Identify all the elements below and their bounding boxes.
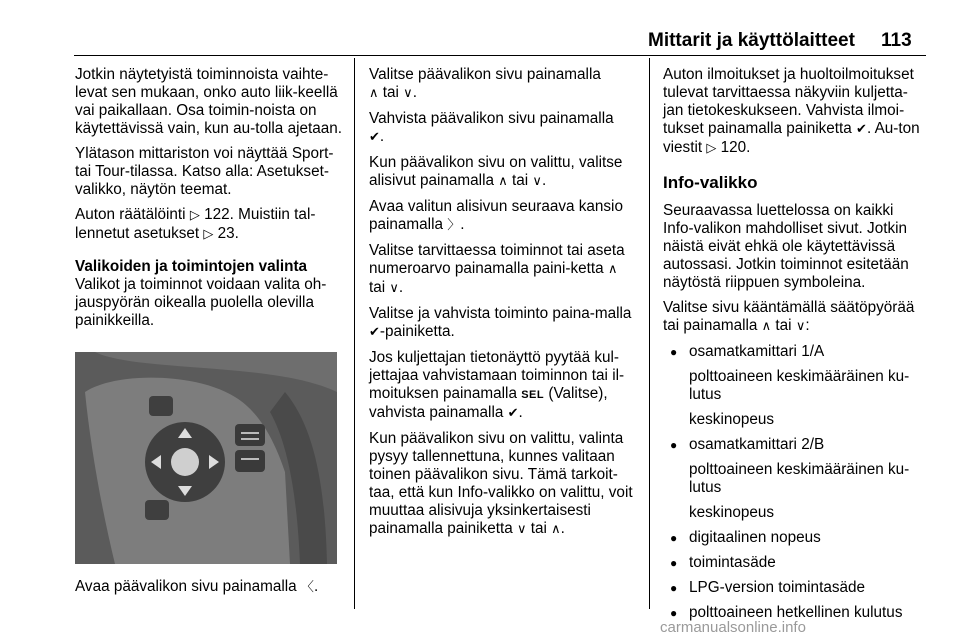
list-subitem: keskinopeus bbox=[689, 504, 775, 521]
arrow-up-icon: ∧ bbox=[369, 86, 379, 101]
column-divider-1 bbox=[354, 58, 355, 609]
list-item: ● polttoaineen hetkellinen kulutus bbox=[663, 604, 928, 622]
checkmark-icon: ✔ bbox=[369, 130, 380, 145]
steering-wheel-illustration bbox=[75, 352, 337, 564]
paragraph: Avaa valitun alisivun seuraava kansio painamalla 〉. bbox=[369, 198, 623, 233]
paragraph: Valitse ja vahvista toiminto paina-malla ✔-painiketta. bbox=[369, 305, 632, 340]
paragraph: Ylätason mittariston voi näyttää Sport- tai Tour-tilassa. Katso alla: Asetukset-valikko, näytön teemat. bbox=[75, 145, 334, 198]
paragraph: Jos kuljettajan tietonäyttö pyytää kul-jettajaa vahvistamaan toiminnon tai il-moituksen painamalla SEL (Valitse), vahvista painamalla ✔. bbox=[369, 349, 625, 421]
arrow-down-icon: ∨ bbox=[532, 174, 542, 189]
checkmark-icon: ✔ bbox=[856, 122, 867, 137]
reference-arrow-icon: ▷ bbox=[706, 141, 717, 156]
column-divider-2 bbox=[649, 58, 650, 609]
list-item: ● toimintasäde bbox=[663, 554, 928, 572]
subheading: Valikoiden ja toimintojen valinta bbox=[75, 258, 308, 275]
arrow-down-icon: ∨ bbox=[795, 319, 806, 334]
list-subitem: polttoaineen keskimääräinen ku-lutus bbox=[689, 368, 910, 403]
watermark: carmanualsonline.info bbox=[660, 619, 806, 636]
column-3 bbox=[663, 66, 928, 629]
paragraph: Kun päävalikon sivu on valittu, valinta pysyy tallennettuna, kunnes valitaan toinen päävalikon sivu. Tämä tarkoit-taa, että kun Info-valikko on valittu, voit muuttaa alisivuja yksinkertaisesti painamalla painiketta ∨ tai ∧. bbox=[369, 430, 633, 537]
steering-wheel-image bbox=[75, 352, 337, 564]
info-menu-list bbox=[663, 343, 928, 622]
arrow-left-icon: 〈 bbox=[300, 580, 314, 595]
list-item: ● osamatkamittari 2/B bbox=[663, 436, 928, 454]
list-subitem: polttoaineen keskimääräinen ku-lutus bbox=[689, 461, 910, 496]
column-1 bbox=[75, 66, 345, 604]
arrow-up-icon: ∧ bbox=[551, 522, 561, 537]
paragraph: Valitse sivu kääntämällä säätöpyörää tai painamalla ∧ tai ∨: bbox=[663, 299, 915, 334]
list-subitem: keskinopeus bbox=[689, 411, 775, 428]
section-heading: Info-valikko bbox=[663, 173, 758, 192]
list-item: ● digitaalinen nopeus bbox=[663, 529, 928, 547]
sel-label: SEL bbox=[521, 389, 545, 401]
paragraph: Auton räätälöinti ▷ 122. Muistiin tal-lennetut asetukset ▷ 23. bbox=[75, 206, 316, 242]
page-title: Mittarit ja käyttölaitteet bbox=[648, 30, 855, 51]
list-item: ● osamatkamittari 1/A bbox=[663, 343, 928, 361]
arrow-down-icon: ∨ bbox=[516, 522, 527, 537]
column-2 bbox=[369, 66, 635, 546]
paragraph: Valitse päävalikon sivu painamalla ∧ tai ∨. bbox=[369, 66, 601, 101]
paragraph: Vahvista päävalikon sivu painamalla ✔. bbox=[369, 110, 614, 145]
reference-arrow-icon: ▷ bbox=[203, 227, 214, 242]
page-header bbox=[0, 0, 960, 56]
paragraph: Valitse tarvittaessa toiminnot tai aseta numeroarvo painamalla paini-ketta ∧ tai ∨. bbox=[369, 242, 625, 296]
arrow-down-icon: ∨ bbox=[403, 86, 413, 101]
checkmark-icon: ✔ bbox=[507, 406, 519, 421]
arrow-up-icon: ∧ bbox=[607, 262, 618, 277]
arrow-right-icon: 〉 bbox=[447, 218, 461, 233]
paragraph: Auton ilmoitukset ja huoltoilmoitukset tulevat tarvittaessa näkyviin kuljetta-jan tietokeskukseen. Vahvista ilmoi-tukset painamalla painiketta ✔. Au-ton viestit ▷ 120. bbox=[663, 66, 920, 156]
paragraph: Kun päävalikon sivu on valittu, valitse alisivut painamalla ∧ tai ∨. bbox=[369, 154, 623, 189]
page-number: 113 bbox=[881, 30, 912, 51]
image-caption: Avaa päävalikon sivu painamalla 〈. bbox=[75, 578, 319, 595]
control-pad bbox=[145, 422, 225, 502]
arrow-down-icon: ∨ bbox=[389, 281, 399, 296]
paragraph: Seuraavassa luettelossa on kaikki Info-valikon mahdolliset sivut. Jotkin näistä eivät ehkä ole käytettävissä autossasi. Jotkin toiminnot esitetään näytöstä riippuen symboleina. bbox=[663, 202, 909, 291]
paragraph: Valikot ja toiminnot voidaan valita oh-jauspyörän oikealla puolella olevilla painikkeilla. bbox=[75, 276, 327, 329]
header-divider bbox=[74, 55, 926, 56]
paragraph: Jotkin näytetyistä toiminnoista vaihte-levat sen mukaan, onko auto liik-keellä vai paikallaan. Osa toimin-noista on käytettävissä vain, kun au-tolla ajetaan. bbox=[75, 66, 343, 137]
reference-arrow-icon: ▷ bbox=[189, 208, 200, 223]
checkmark-icon: ✔ bbox=[369, 325, 380, 340]
list-item: ● LPG-version toimintasäde bbox=[663, 579, 928, 597]
arrow-up-icon: ∧ bbox=[498, 174, 508, 189]
arrow-up-icon: ∧ bbox=[761, 319, 772, 334]
